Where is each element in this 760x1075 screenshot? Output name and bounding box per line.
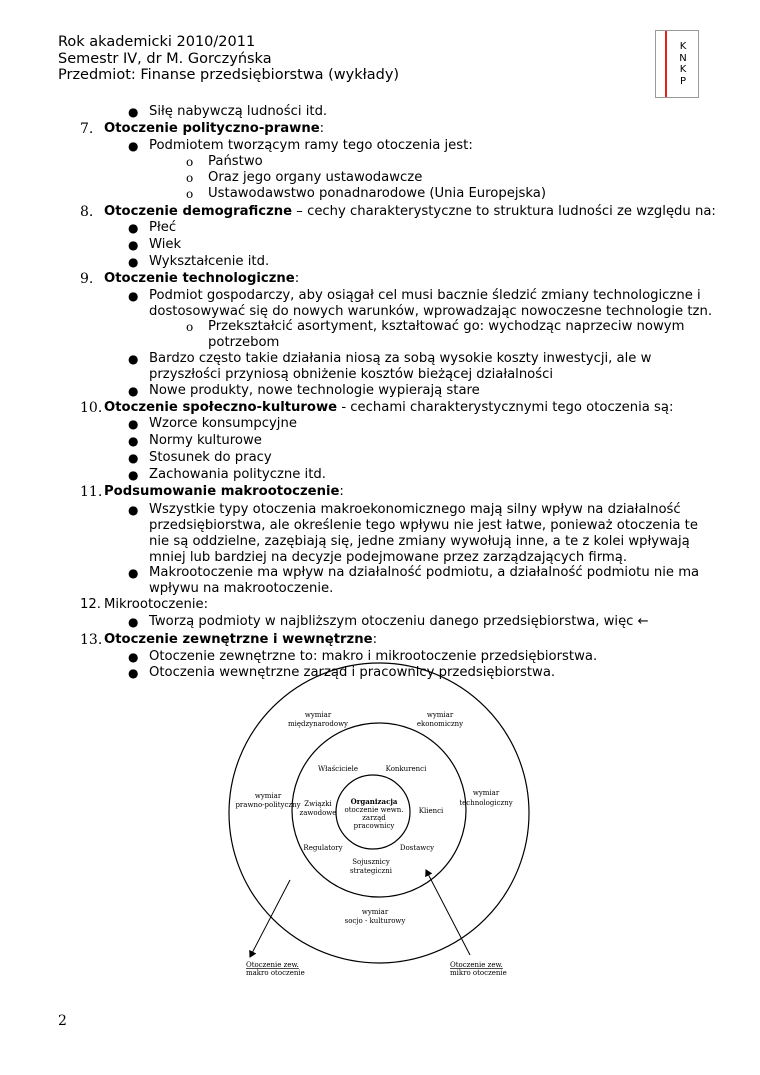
sub-bullet-icon: o: [186, 171, 194, 185]
bullet-icon: ●: [128, 221, 139, 235]
dimension-label: wymiar: [254, 792, 282, 800]
stakeholder-label: Konkurenci: [385, 765, 427, 773]
stakeholder-label: Klienci: [418, 807, 444, 815]
macro-arrow: [250, 880, 290, 957]
list-item: Otoczenie zewnętrzne to: makro i mikrootoczenie przedsiębiorstwa.: [149, 649, 598, 664]
heading-bold: Otoczenie zewnętrzne i wewnętrzne: [104, 632, 373, 647]
section-number: 9.: [80, 271, 94, 287]
dimension-label: wymiar: [361, 908, 389, 916]
list-item: Zachowania polityczne itd.: [149, 467, 326, 482]
core-label: zarząd: [362, 814, 386, 822]
section-number: 13.: [80, 632, 103, 648]
macro-label: makro otoczenie: [246, 969, 305, 977]
bullet-icon: ●: [128, 566, 139, 580]
stakeholder-label: Regulatory: [303, 844, 343, 852]
section-heading: Mikrootoczenie:: [104, 597, 209, 612]
dimension-label: ekonomiczny: [416, 720, 464, 728]
sub-list-item: Ustawodawstwo ponadnarodowe (Unia Europejska): [208, 186, 547, 201]
dimension-label: wymiar: [426, 711, 454, 719]
section-number: 11.: [80, 484, 103, 500]
heading-tail: :: [372, 632, 378, 647]
header-subject: Przedmiot: Finanse przedsiębiorstwa (wykłady): [58, 67, 400, 83]
list-item-cont: dostosowywać się do nowych warunków, wprowadzając nowoczesne technologie tzn.: [149, 304, 713, 319]
list-item: Nowe produkty, nowe technologie wypierają stare: [149, 383, 480, 398]
stakeholder-label: Dostawcy: [399, 844, 435, 852]
list-item-cont: nie są oddzielne, zazębiają się, jedne zmiany wywołują inne, a te z kolei wpływają: [149, 534, 690, 549]
list-item: Makrootoczenie ma wpływ na działalność podmiotu, a działalność podmiotu nie ma: [149, 565, 700, 580]
bullet-icon: ●: [128, 503, 139, 517]
micro-arrow: [426, 870, 470, 955]
list-item: Stosunek do pracy: [149, 450, 272, 465]
heading-bold: Podsumowanie makrootoczenie: [104, 484, 340, 499]
bullet-icon: ●: [128, 615, 139, 629]
stakeholder-label: Związki: [304, 800, 332, 808]
heading-tail: - cechami charakterystycznymi tego otoczenia są:: [337, 400, 674, 415]
dimension-label: wymiar: [472, 789, 500, 797]
header-academic-year: Rok akademicki 2010/2011: [58, 34, 256, 50]
logo-letter: N: [679, 52, 687, 64]
heading-tail: :: [294, 271, 300, 286]
bullet-icon: ●: [128, 238, 139, 252]
list-item-cont: przyszłości przyniosą obniżenie kosztów bieżącej działalności: [149, 367, 554, 382]
stakeholder-label: strategiczni: [350, 867, 392, 875]
heading-bold: Otoczenie społeczno-kulturowe: [104, 400, 338, 415]
stakeholder-label: zawodowe: [299, 809, 337, 817]
bullet-icon: ●: [128, 417, 139, 431]
list-item: Siłę nabywczą ludności itd.: [149, 104, 328, 119]
dimension-label: międzynarodowy: [287, 720, 349, 728]
list-item: Wzorce konsumpcyjne: [149, 416, 297, 431]
section-number: 8.: [80, 204, 94, 220]
dimension-label: technologiczny: [459, 799, 513, 807]
sub-list-item: Oraz jego organy ustawodawcze: [208, 170, 423, 185]
heading-bold: Otoczenie polityczno-prawne: [104, 121, 320, 136]
logo-letter: K: [679, 41, 687, 52]
bullet-icon: ●: [128, 468, 139, 482]
list-item-cont: wpływu na makrootoczenie.: [149, 581, 334, 596]
sub-list-item-cont: potrzebom: [208, 335, 280, 350]
sub-bullet-icon: o: [186, 187, 194, 201]
list-item: Wszystkie typy otoczenia makroekonomicznego mają silny wpływ na działalność: [149, 502, 681, 517]
stakeholder-label: Właściciele: [317, 765, 359, 773]
bullet-icon: ●: [128, 289, 139, 303]
page-number: 2: [58, 1013, 67, 1029]
list-item: Wiek: [149, 237, 182, 252]
heading-tail: :: [339, 484, 344, 499]
bullet-icon: ●: [128, 352, 139, 366]
dimension-label: prawno-polityczny: [235, 801, 301, 809]
list-item: Normy kulturowe: [149, 433, 262, 448]
list-item: Tworzą podmioty w najbliższym otoczeniu danego przedsiębiorstwa, więc ←: [149, 614, 649, 629]
heading-tail: :: [319, 121, 325, 136]
logo-letter: P: [679, 75, 687, 87]
core-label: Organizacja: [350, 797, 398, 806]
header-semester: Semestr IV, dr M. Gorczyńska: [58, 50, 272, 67]
macro-label: Otoczenie zew.: [246, 961, 299, 969]
list-item-cont: przedsiębiorstwa, ale określenie tego wpływu nie jest łatwe, ponieważ otoczenia te: [149, 518, 698, 533]
dimension-label: socjo - kulturowy: [344, 917, 406, 925]
bullet-icon: ●: [128, 666, 139, 680]
bullet-icon: ●: [128, 384, 139, 398]
micro-label: mikro otoczenie: [450, 969, 507, 977]
bullet-icon: ●: [128, 451, 139, 465]
bullet-icon: ●: [128, 434, 139, 448]
stakeholder-label: Sojusznicy: [352, 858, 390, 866]
heading-tail: – cechy charakterystyczne to struktura ludności ze względu na:: [292, 204, 716, 219]
list-item: Wykształcenie itd.: [149, 254, 270, 269]
sub-list-item: Przekształcić asortyment, kształtować go: wychodząc naprzeciw nowym: [208, 319, 685, 334]
list-item-cont: mniej lub bardziej na decyzje podejmowane przez zarządzających firmą.: [149, 550, 628, 565]
heading-bold: Otoczenie demograficzne: [104, 204, 293, 219]
core-label: otoczenie wewn.: [344, 806, 404, 814]
list-item: Otoczenia wewnętrzne zarząd i pracownicy przedsiębiorstwa.: [149, 665, 556, 680]
sub-list-item: Państwo: [208, 154, 263, 169]
heading-bold: Otoczenie technologiczne: [104, 271, 295, 286]
section-number: 12.: [80, 597, 101, 612]
bullet-icon: ●: [128, 255, 139, 269]
logo-letter: K: [679, 64, 687, 75]
list-item: Podmiotem tworzącym ramy tego otoczenia jest:: [149, 138, 473, 153]
bullet-icon: ●: [128, 105, 139, 119]
sub-bullet-icon: o: [186, 320, 194, 334]
section-number: 10.: [80, 400, 103, 416]
list-item: Bardzo często takie działania niosą za sobą wysokie koszty inwestycji, ale w: [149, 351, 652, 366]
list-item: Płeć: [149, 220, 177, 235]
micro-label: Otoczenie zew.: [450, 961, 503, 969]
list-item: Podmiot gospodarczy, aby osiągał cel musi bacznie śledzić zmiany technologiczne i: [149, 288, 701, 303]
core-label: pracownicy: [353, 822, 395, 830]
sub-bullet-icon: o: [186, 155, 194, 169]
bullet-icon: ●: [128, 650, 139, 664]
bullet-icon: ●: [128, 139, 139, 153]
section-number: 7.: [80, 121, 94, 137]
dimension-label: wymiar: [304, 711, 332, 719]
